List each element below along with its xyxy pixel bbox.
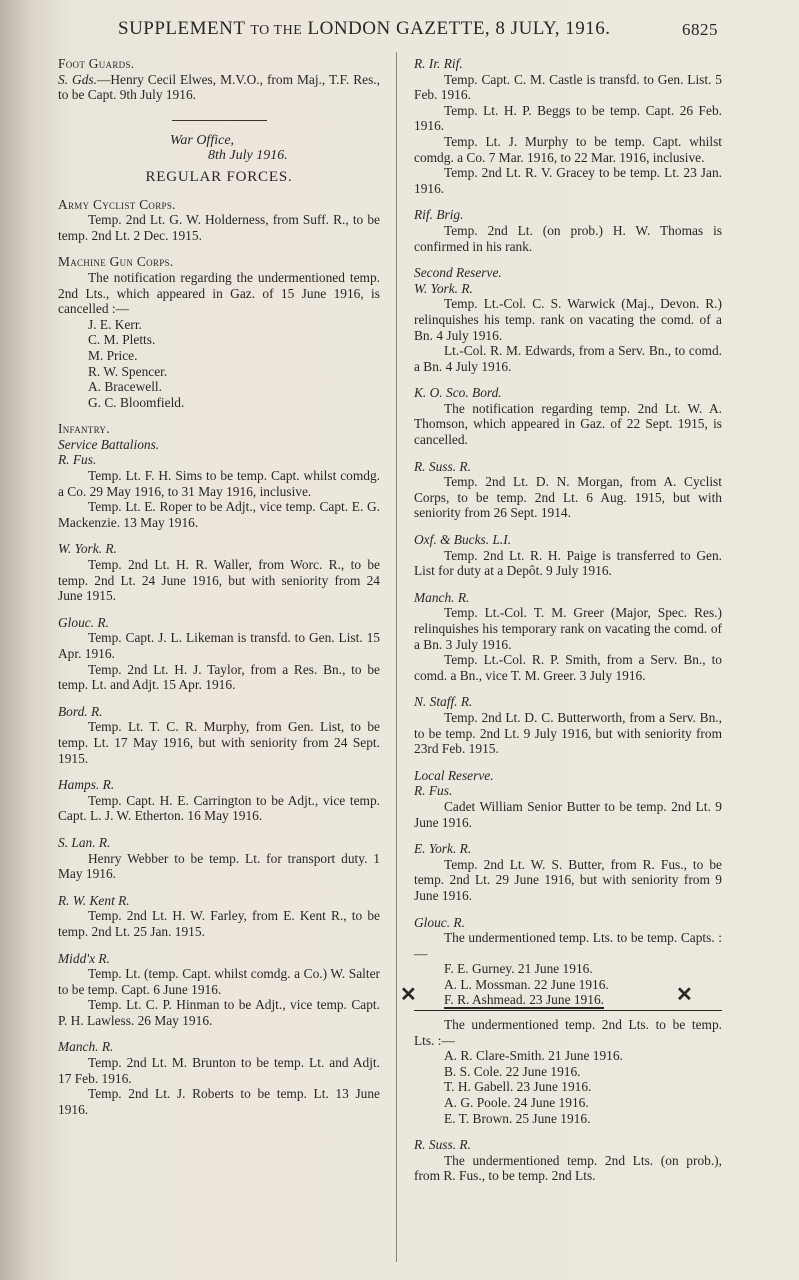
paragraph: Temp. 2nd Lt. (on prob.) H. W. Thomas is confirmed in his rank. (414, 222, 722, 254)
name-line: A. L. Mossman. 22 June 1916. (444, 976, 609, 992)
unit-entry (58, 1039, 380, 1117)
struck-text: F. R. Ashmead. 23 June 1916. (444, 992, 604, 1008)
paragraph: Temp. 2nd Lt. D. N. Morgan, from A. Cyclist Corps, to be temp. 2nd Lt. 6 Aug. 1915, but with seniority from 26 Sept. 1914. (414, 474, 722, 521)
unit-entry (414, 385, 722, 447)
unit-name: Manch. R. (58, 1039, 114, 1055)
regular-forces-heading: REGULAR FORCES. (145, 168, 293, 185)
unit-entry (58, 615, 380, 693)
unit-name: R. W. Kent R. (58, 892, 130, 908)
paragraph: Temp. 2nd Lt. W. S. Butter, from R. Fus., to be temp. 2nd Lt. 29 June 1916, but with seniority from 9 June 1916. (414, 856, 722, 903)
x-mark-icon: ✕ (676, 984, 693, 1007)
header-gazette: LONDON GAZETTE, 8 JULY, 1916. (307, 18, 611, 39)
paragraph (58, 72, 380, 103)
unit-name: R. Suss. R. (414, 458, 471, 474)
left-column (58, 56, 380, 1117)
unit-name: Glouc. R. (58, 614, 109, 630)
paragraph: Temp. 2nd Lt. M. Brunton to be temp. Lt. and Adjt. 17 Feb. 1916. (58, 1055, 380, 1086)
unit-entry (414, 590, 722, 684)
unit-entry (58, 951, 380, 1029)
paragraph: Temp. 2nd Lt. R. V. Gracey to be temp. Lt. 23 Jan. 1916. (414, 165, 722, 196)
paragraph: Temp. Capt. C. M. Castle is transfd. to Gen. List. 5 Feb. 1916. (414, 71, 722, 103)
entry-list (414, 281, 722, 757)
section-heading: Machine Gun Corps. (58, 254, 174, 270)
name-list (58, 317, 380, 411)
unit-name: S. Gds. (58, 71, 97, 87)
name-line: G. C. Bloomfield. (88, 394, 185, 410)
name-line: A. R. Clare-Smith. 21 June 1916. (444, 1048, 623, 1064)
paragraph: Temp. Lt. T. C. R. Murphy, from Gen. List, to be temp. Lt. 17 May 1916, but with seniority from 24 Sept. 1915. (58, 719, 380, 766)
unit-name: Oxf. & Bucks. L.I. (414, 532, 512, 548)
unit-entry (58, 704, 380, 766)
unit-name: Bord. R. (58, 703, 103, 719)
unit-entry (58, 893, 380, 940)
unit-entry (414, 281, 722, 375)
unit-entry (58, 777, 380, 824)
name-line: J. E. Kerr. (88, 316, 142, 332)
paragraph: Temp. 2nd Lt. G. W. Holderness, from Suff. R., to be temp. 2nd Lt. 2 Dec. 1915. (58, 212, 380, 243)
unit-entry (414, 694, 722, 756)
section-heading: Army Cyclist Corps. (58, 196, 176, 212)
paragraph: Temp. Capt. H. E. Carrington to be Adjt., vice temp. Capt. L. J. W. Etherton. 16 May 1916. (58, 792, 380, 824)
paragraph: Temp. 2nd Lt. R. H. Paige is transferred to Gen. List for duty at a Depôt. 9 July 1916. (414, 547, 722, 579)
unit-entry (414, 459, 722, 521)
unit-entry (58, 452, 380, 530)
paragraph: Temp. Lt.-Col. C. S. Warwick (Maj., Devon. R.) relinquishes his temp. rank on vacating the comd. of a Bn. 4 July 1916. (414, 296, 722, 343)
page-header (118, 18, 718, 46)
paragraph: Henry Webber to be temp. Lt. for transport duty. 1 May 1916. (58, 850, 380, 882)
strike-rule (414, 1010, 722, 1011)
unit-name: Rif. Brig. (414, 207, 464, 223)
paragraph: Temp. 2nd Lt. H. J. Taylor, from a Res. Bn., to be temp. Lt. and Adjt. 15 Apr. 1916. (58, 661, 380, 693)
header-supplement: SUPPLEMENT (118, 18, 246, 39)
unit-name: S. Lan. R. (58, 834, 111, 850)
paragraph: The undermentioned temp. 2nd Lts. (on prob.), from R. Fus., to be temp. 2nd Lts. (414, 1152, 722, 1184)
name-line: F. E. Gurney. 21 June 1916. (444, 961, 593, 977)
subsection-heading: Service Battalions. (58, 436, 160, 452)
paragraph: Temp. 2nd Lt. J. Roberts to be temp. Lt. 13 June 1916. (58, 1086, 380, 1117)
right-column (400, 56, 722, 1184)
name-list (414, 1048, 722, 1126)
unit-name: N. Staff. R. (414, 694, 473, 710)
name-line: A. G. Poole. 24 June 1916. (444, 1095, 589, 1111)
paragraph: Lt.-Col. R. M. Edwards, from a Serv. Bn., to comd. a Bn. 4 July 1916. (414, 343, 722, 374)
paragraph: Temp. Lt. E. Roper to be Adjt., vice temp. Capt. E. G. Mackenzie. 13 May 1916. (58, 499, 380, 530)
section-heading: Foot Guards. (58, 56, 135, 71)
paragraph: The notification regarding the undermentioned temp. 2nd Lts., which appeared in Gaz. of 15 June 1916, is cancelled :— (58, 269, 380, 317)
unit-entry (414, 783, 722, 830)
paragraph: Temp. Lt. F. H. Sims to be temp. Capt. whilst comdg. a Co. 29 May 1916, to 31 May 1916, inclusive. (58, 468, 380, 499)
unit-name: R. Fus. (414, 783, 453, 799)
paragraph: The undermentioned temp. Lts. to be temp. Capts. :— (414, 930, 722, 961)
unit-entry (58, 835, 380, 882)
unit-name: Glouc. R. (414, 914, 465, 930)
section-heading: Infantry. (58, 421, 110, 437)
unit-entry (414, 532, 722, 579)
paragraph: Temp. Lt.-Col. T. M. Greer (Major, Spec. Res.) relinquishes his temporary rank on vacating the comd. of a Bn. 3 July 1916. (414, 605, 722, 652)
paragraph: Temp. 2nd Lt. H. W. Farley, from E. Kent R., to be temp. 2nd Lt. 25 Jan. 1915. (58, 908, 380, 939)
paragraph: Temp. 2nd Lt. D. C. Butterworth, from a Serv. Bn., to be temp. 2nd Lt. 9 July 1916, but with seniority from 23rd Feb. 1915. (414, 709, 722, 757)
paragraph: The undermentioned temp. 2nd Lts. to be temp. Lts. :— (414, 1017, 722, 1048)
paragraph-text: —Henry Cecil Elwes, M.V.O., from Maj., T.F. Res., to be Capt. 9th July 1916. (58, 71, 380, 103)
name-line: B. S. Cole. 22 June 1916. (444, 1063, 581, 1079)
unit-entry (414, 56, 722, 196)
entry-list (414, 783, 722, 903)
subsection-heading: Second Reserve. (414, 265, 502, 281)
paragraph: Temp. Lt. (temp. Capt. whilst comdg. a Co.) W. Salter to be temp. Capt. 6 June 1916. (58, 966, 380, 997)
unit-name: R. Suss. R. (414, 1137, 471, 1153)
date-line: 8th July 1916. (208, 148, 288, 164)
paragraph: Temp. Lt. H. P. Beggs to be temp. Capt. 26 Feb. 1916. (414, 102, 722, 134)
unit-name: E. York. R. (414, 841, 472, 857)
header-to-the: TO THE (250, 23, 303, 38)
name-line: A. Bracewell. (88, 379, 162, 395)
name-line: C. M. Pletts. (88, 332, 156, 348)
entry-list (58, 452, 380, 1117)
unit-entry (414, 841, 722, 903)
unit-name: Hamps. R. (58, 777, 115, 793)
x-mark-icon: ✕ (400, 984, 417, 1007)
unit-name: K. O. Sco. Bord. (414, 385, 502, 401)
paragraph: Temp. Lt. C. P. Hinman to be Adjt., vice temp. Capt. P. H. Lawless. 26 May 1916. (58, 997, 380, 1028)
unit-name: R. Fus. (58, 452, 97, 468)
unit-entry (414, 207, 722, 254)
unit-name: Manch. R. (414, 589, 470, 605)
paragraph: Temp. Lt. J. Murphy to be temp. Capt. whilst comdg. a Co. 7 Mar. 1916, to 22 Mar. 1916, inclusive. (414, 133, 722, 165)
divider-rule (172, 120, 267, 121)
unit-name: W. York. R. (58, 541, 117, 557)
name-line: T. H. Gabell. 23 June 1916. (444, 1079, 592, 1095)
unit-name: Midd'x R. (58, 950, 110, 966)
entry-list (414, 56, 722, 254)
paragraph: Cadet William Senior Butter to be temp. 2nd Lt. 9 June 1916. (414, 798, 722, 830)
page-number: 6825 (682, 20, 718, 39)
name-line: M. Price. (88, 347, 138, 363)
war-office-line: War Office, (170, 132, 235, 148)
unit-name: W. York. R. (414, 280, 473, 296)
subsection-heading: Local Reserve. (414, 767, 494, 783)
paragraph: Temp. Lt.-Col. R. P. Smith, from a Serv. Bn., to comd. a Bn., vice T. M. Greer. 3 July 1916. (414, 652, 722, 683)
column-divider (396, 52, 397, 1262)
unit-name: R. Ir. Rif. (414, 56, 463, 71)
paragraph: Temp. 2nd Lt. H. R. Waller, from Worc. R., to be temp. 2nd Lt. 24 June 1916, but with seniority from 24 June 1915. (58, 557, 380, 604)
name-line: R. W. Spencer. (88, 363, 168, 379)
paragraph: Temp. Capt. J. L. Likeman is transfd. to Gen. List. 15 Apr. 1916. (58, 630, 380, 661)
paragraph: The notification regarding temp. 2nd Lt. W. A. Thomson, which appeared in Gaz. of 22 Sept. 1915, is cancelled. (414, 400, 722, 448)
unit-entry (58, 541, 380, 603)
name-line: E. T. Brown. 25 June 1916. (444, 1110, 591, 1126)
